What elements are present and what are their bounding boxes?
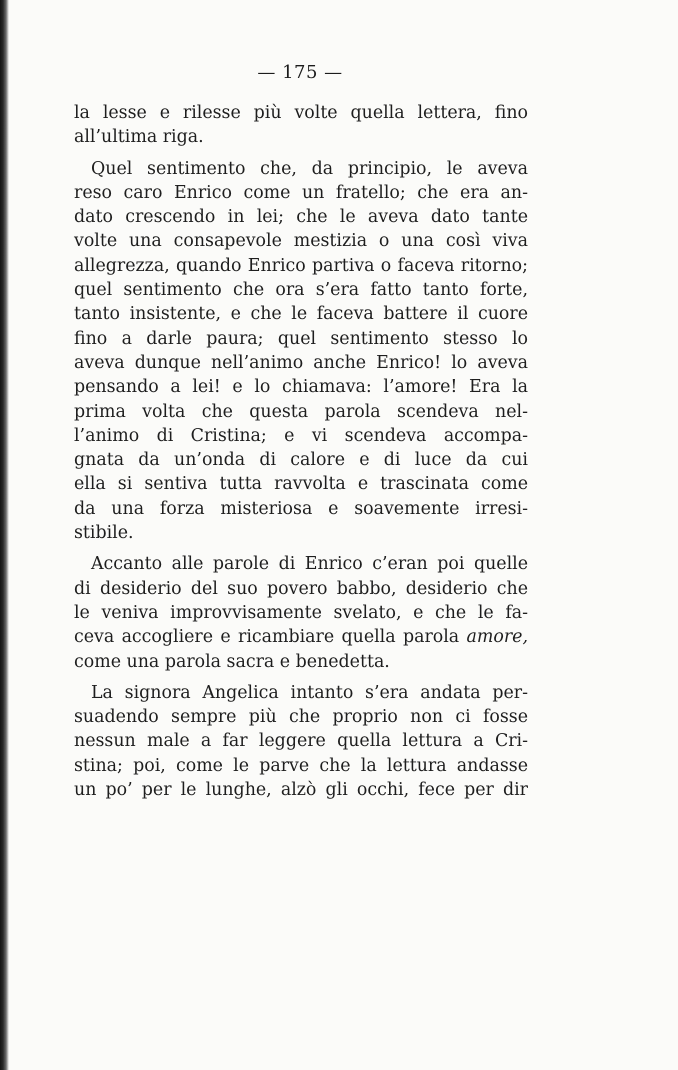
text-line: le veniva improvvisamente svelato, e che le fa- [74,602,528,623]
text-line: allegrezza, quando Enrico partiva o faceva ritorno; [74,255,528,276]
text-line: nessun male a far leggere quella lettura a Cri- [74,731,528,752]
text-line: all’ultima riga. [74,127,204,148]
text-line: stibile. [74,523,134,544]
text-line: un po’ per le lunghe, alzò gli occhi, fece per dir [74,780,528,801]
text-line: ella si sentiva tutta ravvolta e trascinata come [74,474,528,495]
text-line: di desiderio del suo povero babbo, desiderio che [74,578,528,599]
text-line: tanto insistente, e che le faceva battere il cuore [74,304,528,325]
text-line: stina; poi, come le parve che la lettura andasse [74,755,528,776]
text-line: La signora Angelica intanto s’era andata per- [91,682,528,703]
text-line: suadendo sempre più che proprio non ci fosse [74,707,528,728]
text-line: da una forza misteriosa e soavemente irresi- [74,498,528,519]
text-line: Quel sentimento che, da principio, le aveva [91,158,528,179]
text-line-with-emphasis [74,625,528,649]
text-line: fino a darle paura; quel sentimento stesso lo [74,328,528,349]
text-line: pensando a lei! e lo chiamava: l’amore! Era la [74,377,528,398]
text-line: aveva dunque nell’animo anche Enrico! lo aveva [74,352,528,373]
text-line: quel sentimento che ora s’era fatto tanto forte, [74,280,528,301]
page-number: — 175 — [257,62,343,83]
text-line: volte una consapevole mestizia o una così viva [74,231,528,252]
text-line: l’animo di Cristina; e vi scendeva accompa- [74,425,528,446]
text-line: dato crescendo in lei; che le aveva dato tante [74,207,528,228]
text-line: la lesse e rilesse più volte quella lettera, fino [74,103,528,123]
text-line: Accanto alle parole di Enrico c’eran poi quelle [91,554,528,575]
text-line: gnata da un’onda di calore e di luce da cui [74,450,528,471]
body-text [74,101,528,802]
text-segment: ceva accogliere e ricambiare quella parola [74,627,460,648]
text-line: come una parola sacra e benedetta. [74,651,390,672]
text-line: prima volta che questa parola scendeva nel- [74,401,528,422]
binding-edge [0,0,9,1070]
emphasized-word: amore, [466,627,528,648]
text-line: reso caro Enrico come un fratello; che era an- [74,182,528,203]
